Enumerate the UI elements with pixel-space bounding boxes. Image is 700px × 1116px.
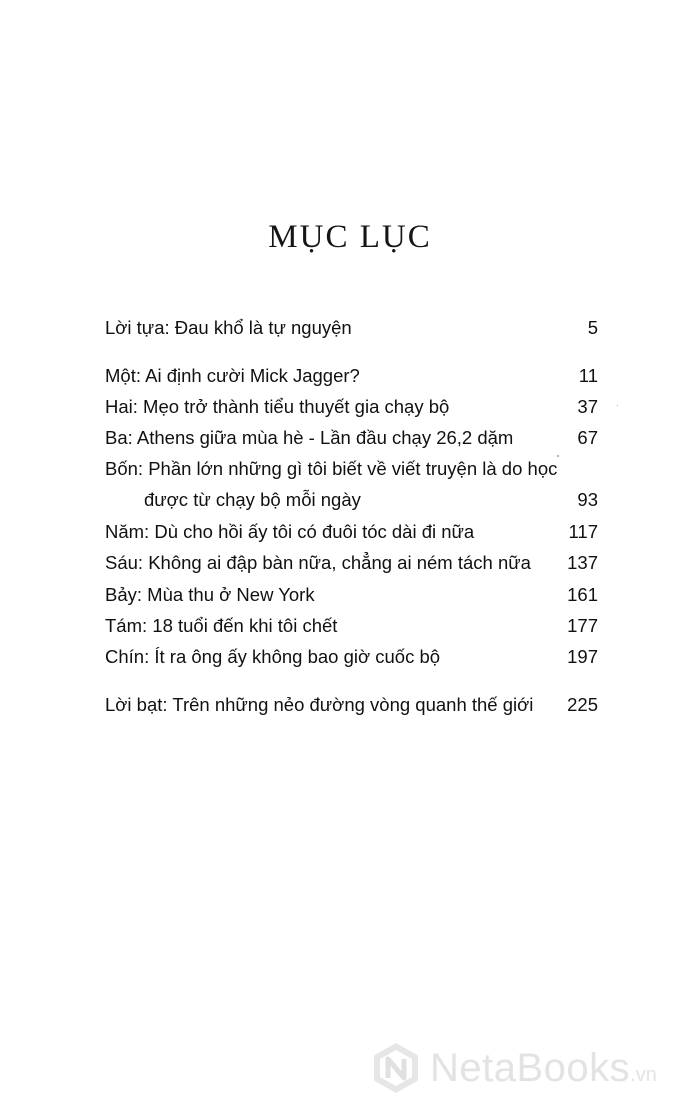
toc-page-number: 37 [577, 396, 598, 417]
toc-entry-label: Năm: Dù cho hồi ấy tôi có đuôi tóc dài đi nữa [105, 521, 475, 542]
watermark-text [430, 1044, 657, 1099]
toc-entry-chapter-4-continued [105, 485, 600, 515]
toc-entry-label: Chín: Ít ra ông ấy không bao giờ cuốc bộ [105, 646, 441, 667]
toc-entry-chapter-6 [105, 548, 600, 578]
toc-entry-label: Ba: Athens giữa mùa hè - Lần đầu chạy 26,2 dặm [105, 427, 514, 448]
toc-entry-chapter-5 [105, 517, 600, 547]
toc-entry-label: Bảy: Mùa thu ở New York [105, 584, 315, 605]
toc-entry-label: Lời tựa: Đau khổ là tự nguyện [105, 317, 352, 338]
toc-entry-afterword [105, 690, 600, 720]
toc-page-number: 117 [568, 521, 598, 542]
toc-entry-chapter-2 [105, 392, 600, 422]
watermark-brand: NetaBooks [430, 1046, 631, 1090]
toc-entry-preface [105, 313, 600, 343]
toc-entry-chapter-3 [105, 423, 600, 453]
toc-entry-label: Bốn: Phần lớn những gì tôi biết về viết truyện là do học [105, 458, 558, 479]
toc-entry-chapter-9 [105, 642, 600, 672]
toc-page-number: 197 [567, 646, 598, 667]
toc-entry-label: được từ chạy bộ mỗi ngày [144, 489, 361, 510]
toc-entry-label: Hai: Mẹo trở thành tiểu thuyết gia chạy bộ [105, 396, 450, 417]
toc-entry-chapter-8 [105, 611, 600, 641]
toc-page-number: 225 [567, 694, 598, 715]
toc-title: MỤC LỤC [268, 219, 432, 255]
toc-entry-chapter-1 [105, 361, 600, 391]
toc-entry-label: Sáu: Không ai đập bàn nữa, chẳng ai ném tách nữa [105, 552, 531, 573]
toc-page-number: 11 [578, 365, 598, 386]
toc-page-number: 161 [567, 584, 598, 605]
toc-page-number: 137 [567, 552, 598, 573]
watermark-suffix: .vn [630, 1064, 657, 1086]
toc-entry-label: Lời bạt: Trên những nẻo đường vòng quanh thế giới [105, 694, 534, 715]
toc-entry-label: Tám: 18 tuổi đến khi tôi chết [105, 615, 338, 636]
toc-page-number: 177 [567, 615, 598, 636]
toc-page-number: 67 [577, 427, 598, 448]
netabooks-watermark [368, 1040, 693, 1096]
toc-entry-label: Một: Ai định cười Mick Jagger? [105, 365, 360, 386]
toc-entry-chapter-4 [105, 454, 600, 484]
toc-entry-chapter-7 [105, 580, 600, 610]
toc-page-number: 5 [587, 317, 598, 338]
netabooks-logo-icon [368, 1040, 424, 1096]
toc-page-number: 93 [577, 489, 598, 510]
